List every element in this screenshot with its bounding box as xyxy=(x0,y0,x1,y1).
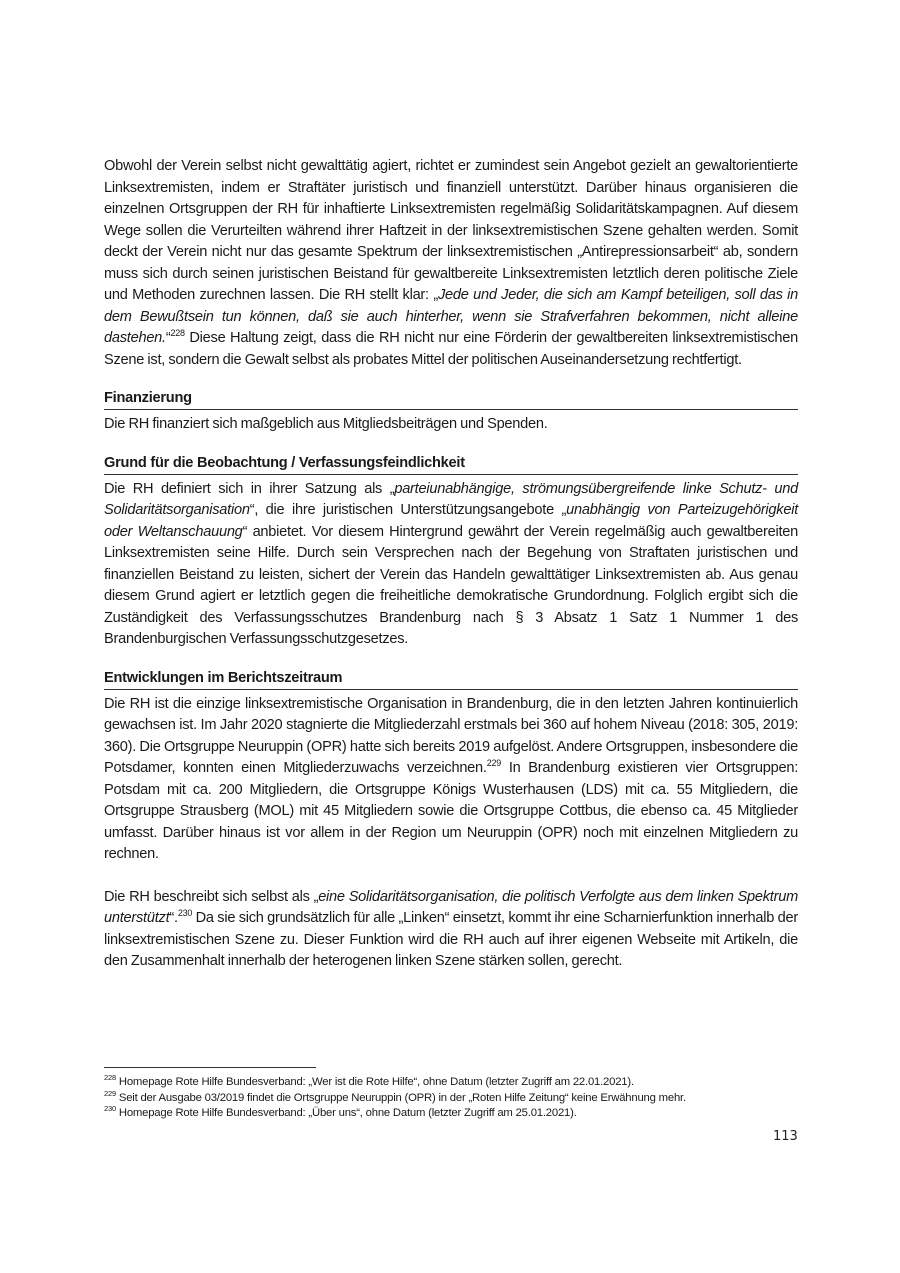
unabhaengig-quote: unabhängig von Parteizugehörigkeit oder Weltanschauung xyxy=(104,502,799,540)
reason-paragraph: Die RH definiert sich in ihrer Satzung als „parteiunabhängige, strömungsübergreifende linke Schutz- und Solidaritätsorganisation“, die ihre juristischen Unterstützungsangebote „unabhängig von Parteizugehörigkeit oder Weltanschauung“ anbietet. Vor diesem Hintergrund gewährt der Verein regelmäßig auch gewaltbereiten Linksextremisten seine Hilfe. Durch sein Versprechen nach der Begehung von Straftaten juristischen und finanziellen Beistand zu leisten, sichert der Verein das Handeln gewalttätiger Linksextremisten ab. Aus genau diesem Grund agiert er letztlich gegen die freiheitliche demokratische Grundordnung. Folglich ergibt sich die Zuständigkeit des Verfassungsschutzes Brandenburg nach § 3 Absatz 1 Satz 1 Nummer 1 des Brandenburgischen Verfassungsschutzgesetzes. xyxy=(104,480,799,647)
page-number: 113 xyxy=(773,1129,798,1144)
footnote-228: $^{228}$ Homepage Rote Hilfe Bundesverband: „Wer ist die Rote Hilfe“, ohne Datum (letzter Zugriff am 22.01.2021). xyxy=(104,1073,634,1088)
developments-paragraph-2: Die RH beschreibt sich selbst als „eine Solidaritätsorganisation, die politisch Verfolgte aus dem linken Spektrum unterstützt“.$^{230}$ Da sie sich grundsätzlich für alle „Linken“ einsetzt, kommt ihr eine Scharnierfunktion innerhalb der linksextremistischen Szene zu. Dieser Funktion wird die RH auch auf ihrer eigenen Webseite mit Artikeln, die den Zusammenhalt innerhalb der heterogenen linken Szene stärken sollen, gerecht. xyxy=(104,888,798,969)
heading-entwicklungen: Entwicklungen im Berichtszeitraum xyxy=(104,668,798,690)
footnote-ref-228[interactable]: 228 xyxy=(170,328,185,339)
heading-grund-beobachtung: Grund für die Beobachtung / Verfassungsfeindlichkeit xyxy=(104,453,798,475)
page-content xyxy=(104,156,798,973)
self-description-quote: eine Solidaritätsorganisation, die politisch Verfolgte aus dem linken Spektrum unterstützt xyxy=(104,888,798,926)
heading-finanzierung: Finanzierung xyxy=(104,388,798,410)
financing-paragraph: Die RH finanziert sich maßgeblich aus Mitgliedsbeiträgen und Spenden. xyxy=(104,416,548,432)
footnote-229: $^{229}$ Seit der Ausgabe 03/2019 findet die Ortsgruppe Neuruppin (OPR) in der „Roten Hilfe Zeitung“ keine Erwähnung mehr. xyxy=(104,1088,686,1104)
satzung-quote: Jede und Jeder, die sich am Kampf beteiligen, soll das in dem Bewußtsein tun können, daß sie auch hinterher, wenn sie Strafverfahren bekommen, nicht alleine dastehen. xyxy=(104,287,799,346)
footnote-230: $^{230}$ Homepage Rote Hilfe Bundesverband: „Über uns“, ohne Datum (letzter Zugriff am 25.01.2021). xyxy=(104,1104,577,1119)
satzung-definition-quote: parteiunabhängige, strömungsübergreifende linke Schutz- und Solidaritätsorganisation xyxy=(104,480,799,518)
footnote-ref-230[interactable]: 230 xyxy=(177,908,193,919)
footnote-ref-229[interactable]: 229 xyxy=(486,758,502,769)
footnote-separator xyxy=(104,1067,316,1068)
footnotes xyxy=(104,1075,804,1122)
developments-paragraph-1: Die RH ist die einzige linksextremistische Organisation in Brandenburg, die in den letzten Jahren kontinuierlich gewachsen ist. Im Jahr 2020 stagnierte die Mitgliederzahl erstmals bei 360 auf hohem Niveau (2018: 305, 2019: 360). Die Ortsgruppe Neuruppin (OPR) hatte sich bereits 2019 aufgelöst. Andere Ortsgruppen, insbesondere die Potsdamer, konnten einen Mitgliederzuwachs verzeichnen.$^{229}$ In Brandenburg existieren vier Ortsgruppen: Potsdam mit ca. 200 Mitgliedern, die Ortsgruppe Königs Wusterhausen (LDS) mit ca. 55 Mitgliedern, die Ortsgruppe Strausberg (MOL) mit 45 Mitgliedern sowie die Ortsgruppe Cottbus, die ebenso ca. 45 Mitglieder umfasst. Darüber hinaus ist vor allem in der Region um Neuruppin (OPR) noch mit einzelnen Mitgliedern zu rechnen. xyxy=(104,695,799,862)
intro-paragraph: Obwohl der Verein selbst nicht gewalttätig agiert, richtet er zumindest sein Angebot gezielt an gewaltorientierte Linksextremisten, indem er Straftäter juristisch und finanziell unterstützt. Darüber hinaus organisieren die einzelnen Ortsgruppen der RH für inhaftierte Linksextremisten regelmäßig Solidaritätskampagnen. Auf diesem Wege sollen die Verurteilten während ihrer Haftzeit in der linksextremistischen Szene gehalten werden. Somit deckt der Verein nicht nur das gesamte Spektrum der linksextremistischen „Antirepressionsarbeit“ ab, sondern muss sich durch seinen juristischen Beistand für gewaltbereite Linksextremisten letztlich deren politische Ziele und Methoden zurechnen lassen. Die RH stellt klar: „Jede und Jeder, die sich am Kampf beteiligen, soll das in dem Bewußtsein tun können, daß sie auch hinterher, wenn sie Strafverfahren bekommen, nicht alleine dastehen.“$^{228}$ Diese Haltung zeigt, dass die RH nicht nur eine Förderin der gewaltbereiten linksextremistischen Szene ist, sondern die Gewalt selbst als probates Mittel der politischen Auseinandersetzung rechtfertigt. xyxy=(104,158,799,368)
